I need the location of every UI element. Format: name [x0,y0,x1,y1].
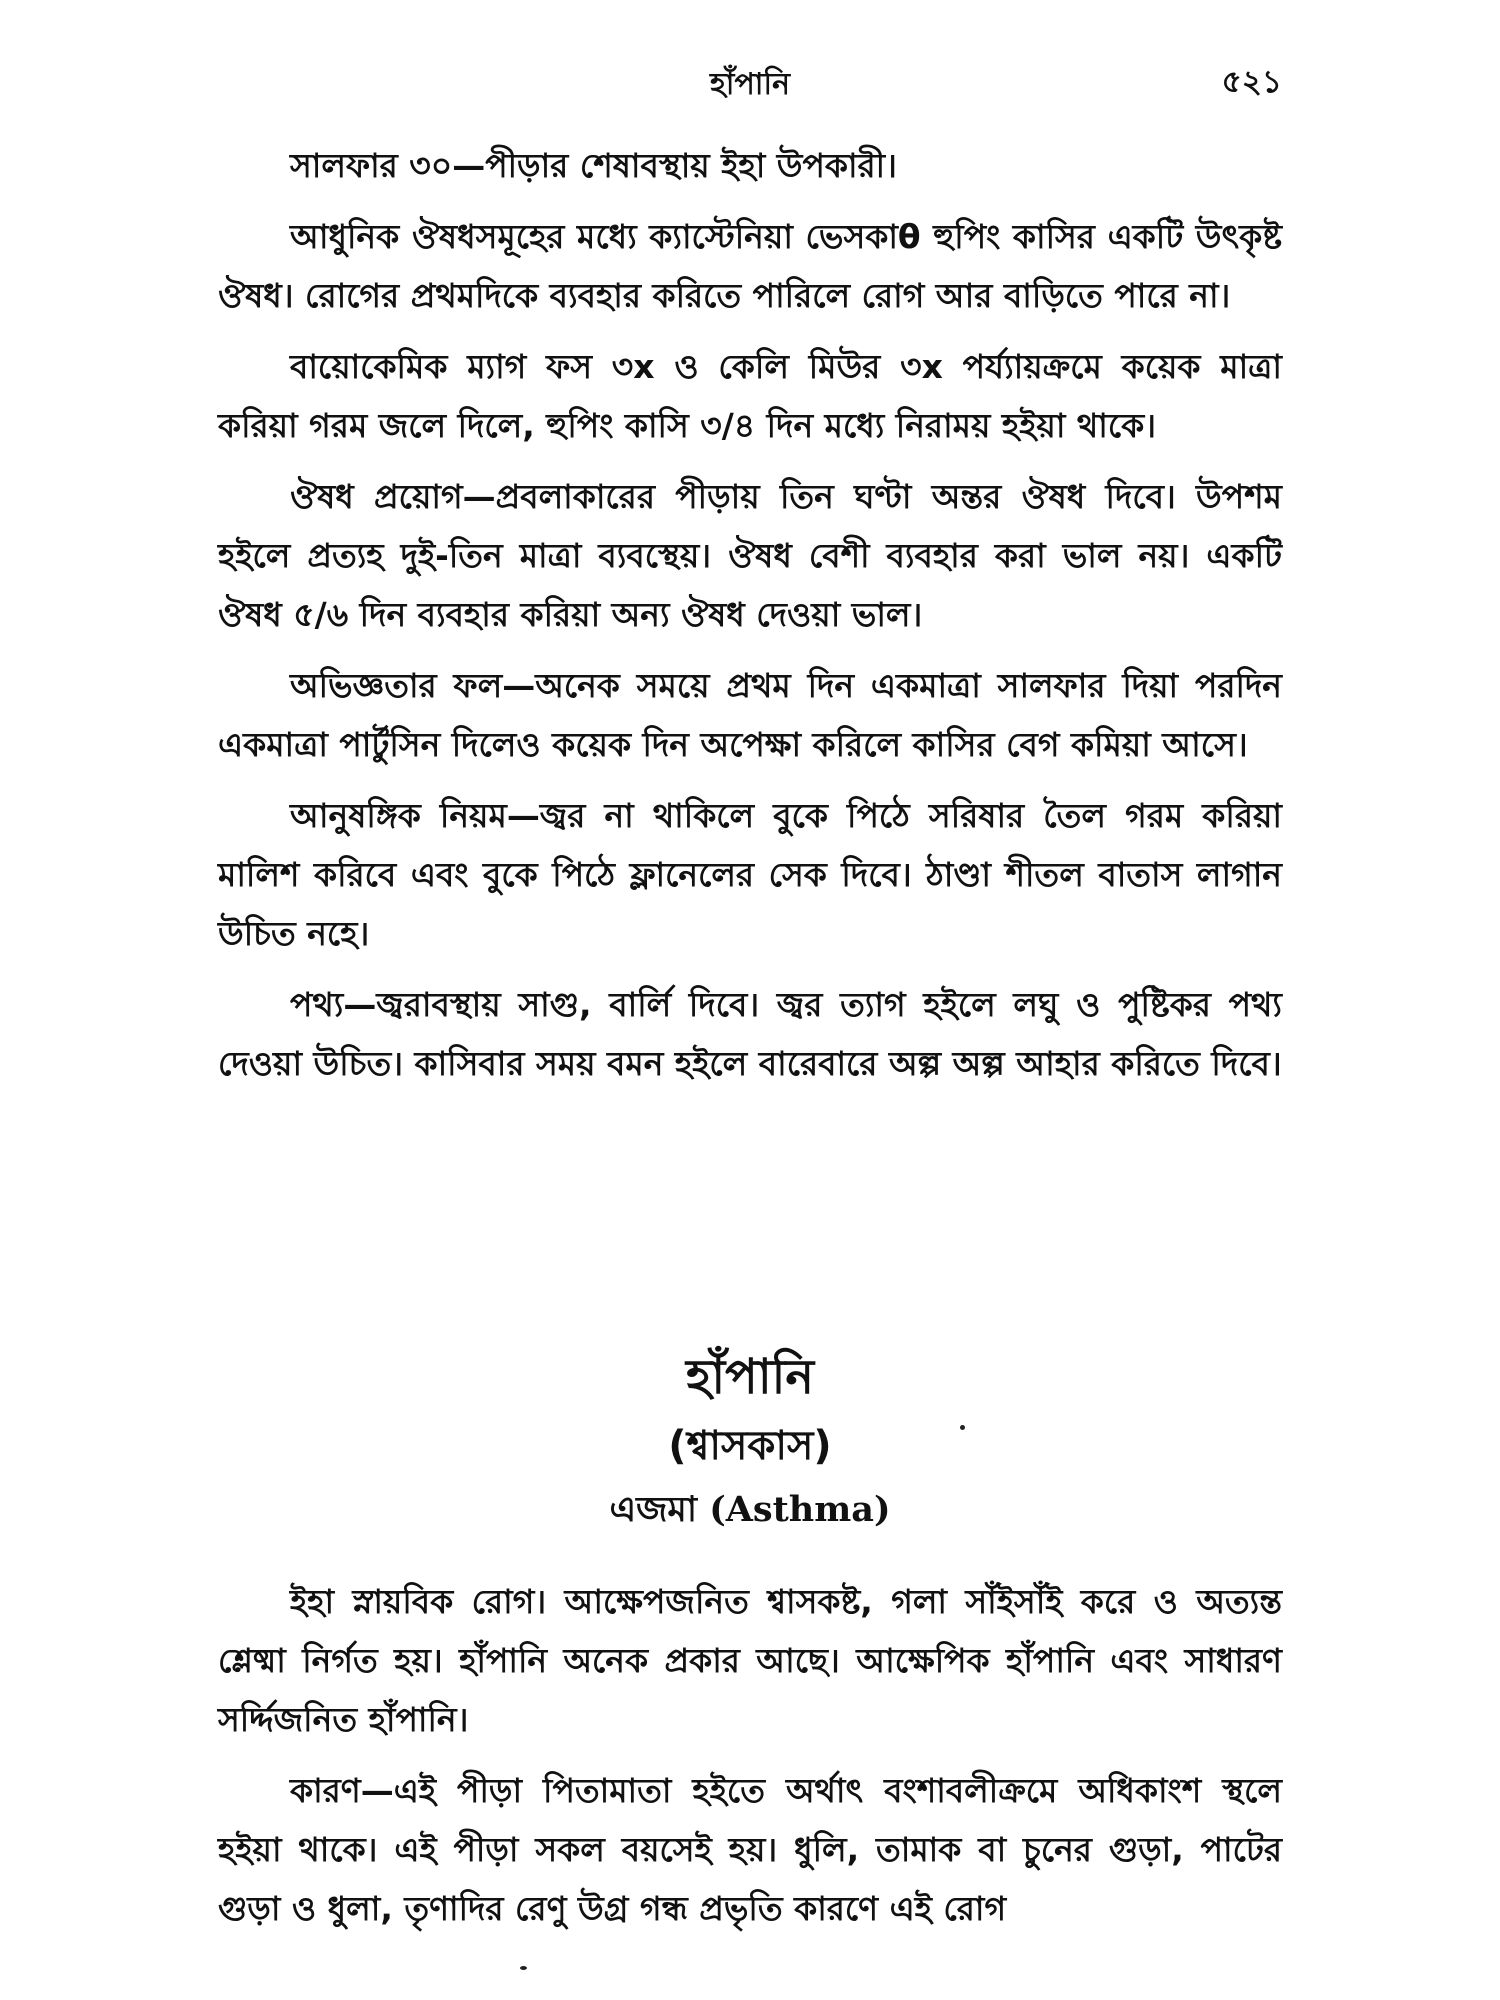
paragraph-biochemic [218,337,1282,455]
paragraph-label: কারণ [290,1771,361,1810]
print-speck [520,1966,527,1970]
previous-section-body [218,136,1282,1105]
paragraph-label: ঔষধ প্রয়োগ [290,477,463,516]
section-heading [0,1345,1500,1539]
paragraph-text: —জ্বর না থাকিলে বুকে পিঠে সরিষার তৈল গরম করিয়া মালিশ করিবে এবং বুকে পিঠে ফ্লানেলের সেক দিবে। ঠাণ্ডা শীতল বাতাস লাগান উচিত নহে। [218,796,1282,953]
paragraph-text: —এই পীড়া পিতামাতা হইতে অর্থাৎ বংশাবলীক্রমে অধিকাংশ স্থলে হইয়া থাকে। এই পীড়া সকল বয়সেই হয়। ধুলি, তামাক বা চুনের গুড়া, পাটের গুড়া ও ধুলা, তৃণাদির রেণু উগ্র গন্ধ প্রভৃতি কারণে এই রোগ [218,1771,1282,1928]
paragraph-text: —প্রবলাকারের পীড়ায় তিন ঘণ্টা অন্তর ঔষধ দিবে। উপশম হইলে প্রত্যহ দুই-তিন মাত্রা ব্যবস্থেয়। ঔষধ বেশী ব্যবহার করা ভাল নয়। একটি ঔষধ ৫/৬ দিন ব্যবহার করিয়া অন্য ঔষধ দেওয়া ভাল। [218,477,1282,634]
asthma-section-body [218,1572,1282,1950]
section-alt-name: এজমা (Asthma) [609,1489,891,1530]
paragraph-intro [218,1572,1282,1749]
paragraph-text: —পীড়ার শেষাবস্থায় ইহা উপকারী। [452,146,897,185]
section-subtitle: (শ্বাসকাস) [668,1423,832,1469]
paragraph-text: বায়োকেমিক ম্যাগ ফস ৩x ও কেলি মিউর ৩x পর্য্যায়ক্রমে কয়েক মাত্রা করিয়া গরম জলে দিলে, হুপিং কাসি ৩/৪ দিন মধ্যে নিরাময় হইয়া থাকে। [218,347,1282,445]
paragraph-label: সালফার ৩০ [290,146,453,185]
page-number: ৫২১ [1221,64,1282,100]
paragraph-sulphur [218,136,1282,195]
section-title: হাঁপানি [685,1349,815,1405]
running-head-title: হাঁপানি [709,67,790,102]
paragraph-medicine-application [218,467,1282,644]
paragraph-label: আনুষঙ্গিক নিয়ম [290,796,507,835]
print-speck [960,1425,965,1430]
running-head [0,52,1500,112]
paragraph-text: ইহা স্নায়বিক রোগ। আক্ষেপজনিত শ্বাসকষ্ট, গলা সাঁইসাঁই করে ও অত্যন্ত শ্লেষ্মা নির্গত হয়। হাঁপানি অনেক প্রকার আছে। আক্ষেপিক হাঁপানি এবং সাধারণ সর্দ্দিজনিত হাঁপানি। [218,1582,1282,1739]
paragraph-text: আধুনিক ঔষধসমূহের মধ্যে ক্যাস্টেনিয়া ভেসকাθ হুপিং কাসির একটি উৎকৃষ্ট ঔষধ। রোগের প্রথমদিকে ব্যবহার করিতে পারিলে রোগ আর বাড়িতে পারে না। [218,217,1282,315]
paragraph-text: —অনেক সময়ে প্রথম দিন একমাত্রা সালফার দিয়া পরদিন একমাত্রা পার্টুসিন দিলেও কয়েক দিন অপেক্ষা করিলে কাসির বেগ কমিয়া আসে। [218,666,1283,764]
paragraph-modern-medicine [218,207,1282,325]
paragraph-ancillary-rules [218,786,1282,963]
paragraph-label: পথ্য [290,985,344,1024]
paragraph-diet [218,975,1282,1093]
paragraph-experience-result [218,656,1282,774]
paragraph-text: —জ্বরাবস্থায় সাগু, বার্লি দিবে। জ্বর ত্যাগ হইলে লঘু ও পুষ্টিকর পথ্য দেওয়া উচিত। কাসিবার সময় বমন হইলে বারেবারে অল্প অল্প আহার করিতে দিবে। [218,985,1282,1083]
paragraph-cause [218,1761,1282,1938]
paragraph-label: অভিজ্ঞতার ফল [290,666,503,705]
